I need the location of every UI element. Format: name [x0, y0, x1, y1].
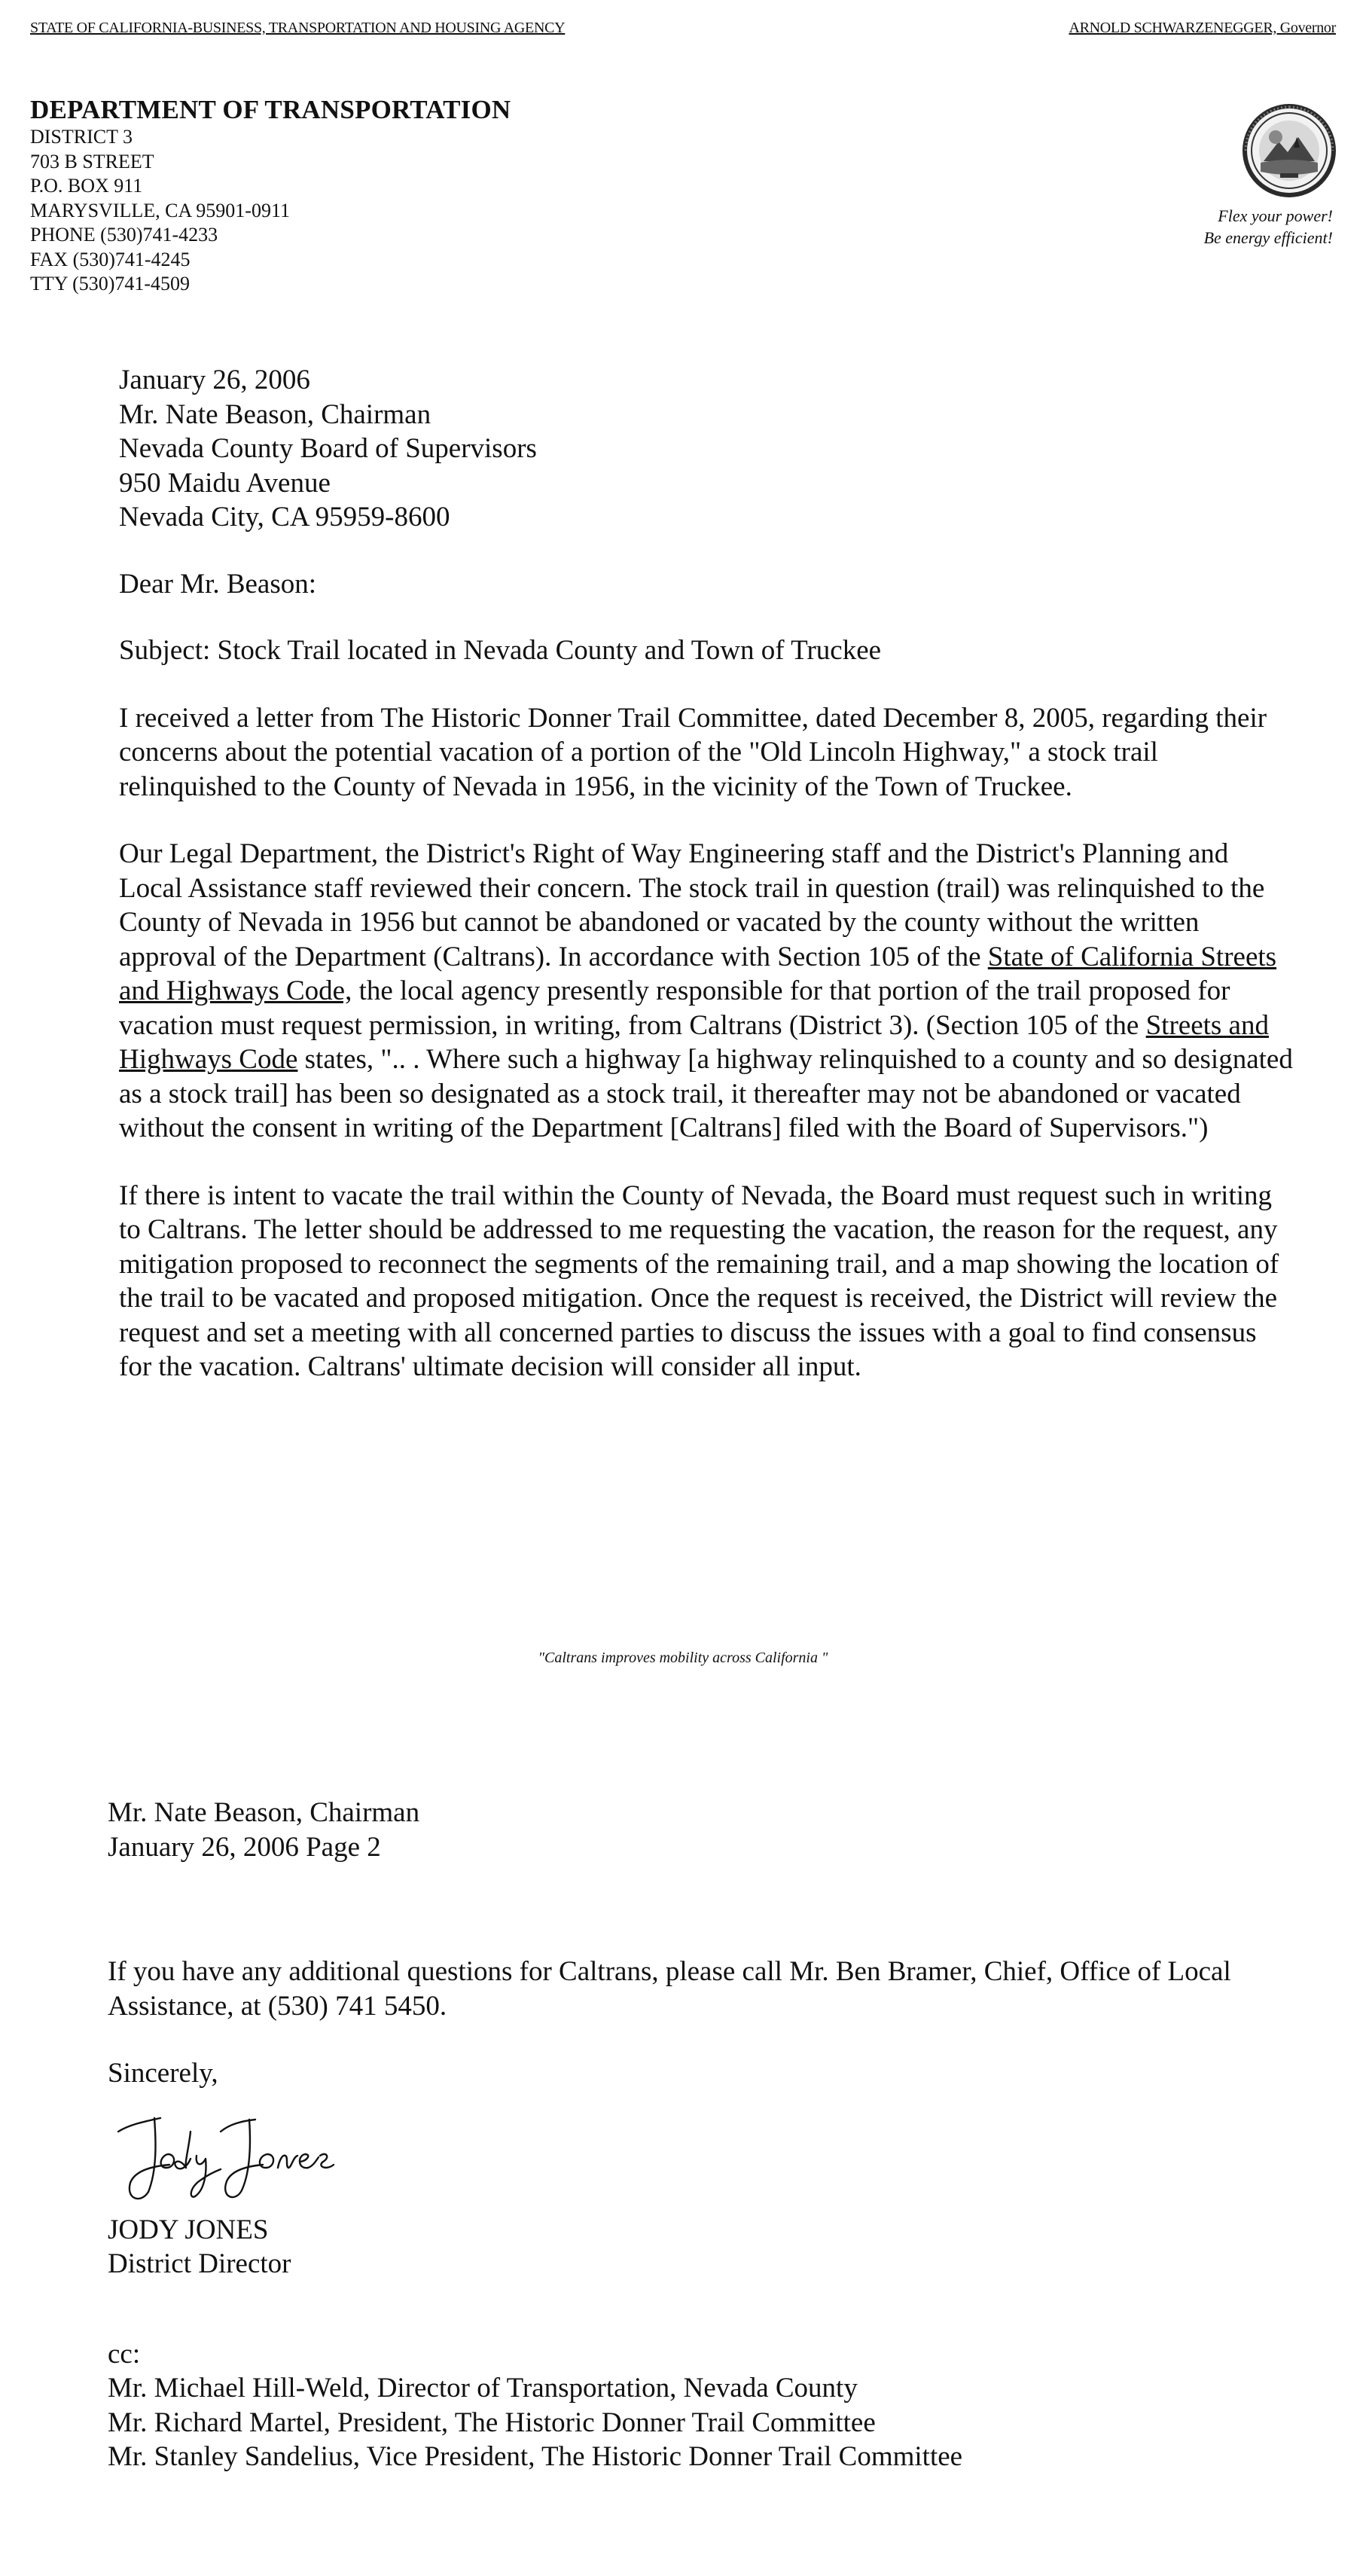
letter-date: January 26, 2006 [119, 365, 310, 395]
agency-header: STATE OF CALIFORNIA-BUSINESS, TRANSPORTATION AND HOUSING AGENCY [30, 20, 566, 36]
page-2-header-date: January 26, 2006 Page 2 [108, 1831, 381, 1863]
signer-title: District Director [108, 2248, 291, 2279]
state-seal-icon [1241, 102, 1337, 199]
page-2-header-name: Mr. Nate Beason, Chairman [108, 1797, 420, 1828]
paragraph-3: If there is intent to vacate the trail within the County of Nevada, the Board must request such in writing to Caltrans. The letter should be addressed to me requesting the vacation, the reason for the request, any mitigation proposed to reconnect the segments of the remaining trail, and a map showing the location of the trail to be vacated and proposed mitigation. Once the request is received, the District will review the request and set a meeting with all concerned parties to discuss the issues with a goal to find consensus for the vacation. Caltrans' ultimate decision will consider all input. [119, 1180, 1279, 1382]
paragraph-1: I received a letter from The Historic Donner Trail Committee, dated December 8, 2005, regarding their concerns about the potential vacation of a portion of the "Old Lincoln Highway," a stock trail relinquished to the County of Nevada in 1956, in the vicinity of the Town of Truckee. [119, 702, 1267, 802]
street-line: 703 B STREET [30, 150, 154, 172]
signature-icon [108, 2101, 356, 2205]
recipient-organization: Nevada County Board of Supervisors [119, 433, 537, 464]
caltrans-footer-slogan: "Caltrans improves mobility across California " [538, 1650, 828, 1666]
cc-recipient: Mr. Michael Hill-Weld, Director of Transportation, Nevada County [108, 2373, 858, 2404]
letter-body [119, 363, 1294, 1384]
energy-efficient-line: Be energy efficient! [1203, 228, 1333, 247]
city-line: MARYSVILLE, CA 95901-0911 [30, 199, 290, 221]
recipient-city: Nevada City, CA 95959-8600 [119, 502, 450, 533]
governor-header: ARNOLD SCHWARZENEGGER, Governor [1069, 20, 1336, 36]
cc-recipient: Mr. Richard Martel, President, The Historic Donner Trail Committee [108, 2407, 876, 2438]
paragraph-2 [119, 837, 1294, 1146]
tty-line: TTY (530)741-4509 [30, 273, 191, 295]
cc-recipient: Mr. Stanley Sandelius, Vice President, The Historic Donner Trail Committee [108, 2441, 963, 2472]
district-line: DISTRICT 3 [30, 126, 133, 148]
department-title: DEPARTMENT OF TRANSPORTATION [30, 95, 511, 124]
cc-block [108, 2337, 1313, 2474]
page-2 [108, 1796, 1313, 2474]
paragraph-2-part-2: the local agency presently responsible for that portion of the trail proposed for vacation must request permission, in writing, from Caltrans (District 3). (Section 105 of the [119, 975, 1230, 1041]
fax-line: FAX (530)741-4245 [30, 248, 191, 270]
subject-line: Subject: Stock Trail located in Nevada County and Town of Truckee [119, 635, 882, 666]
energy-slogan [1204, 205, 1333, 249]
code-reference-short: Streets and Highways Code [119, 1009, 1269, 1075]
po-box-line: P.O. BOX 911 [30, 175, 143, 197]
paragraph-2-part-3: states, ".. . Where such a highway [a highway relinquished to a county and so designated as a stock trail] has been so designated as a stock trail, it thereafter may not be abandoned or vacated without the consent in writing of the Department [Caltrans] filed with the Board of Supervisors.") [119, 1044, 1293, 1143]
streets-highways-code-reference: State of California Streets and Highways Code, [119, 941, 1277, 1006]
flex-your-power-line: Flex your power! [1218, 206, 1333, 225]
salutation: Dear Mr. Beason: [119, 568, 317, 600]
paragraph-2-part-1: Our Legal Department, the District's Right of Way Engineering staff and the District's Planning and Local Assistance staff reviewed their concern. The stock trail in question (trail) was relinquished to the County of Nevada in 1956 but cannot be abandoned or vacated by the county without the written approval of the Department (Caltrans). In accordance with Section 105 of the [119, 838, 1265, 972]
recipient-street: 950 Maidu Avenue [119, 467, 331, 499]
phone-line: PHONE (530)741-4233 [30, 224, 218, 246]
sincerely: Sincerely, [108, 2058, 218, 2089]
closing-paragraph: If you have any additional questions for Caltrans, please call Mr. Ben Bramer, Chief, Office of Local Assistance, at (530) 741 5450. [108, 1956, 1231, 2022]
cc-label: cc: [108, 2338, 141, 2370]
signer-name: JODY JONES [108, 2214, 269, 2245]
recipient-name: Mr. Nate Beason, Chairman [119, 398, 431, 430]
department-address-block [30, 95, 511, 297]
